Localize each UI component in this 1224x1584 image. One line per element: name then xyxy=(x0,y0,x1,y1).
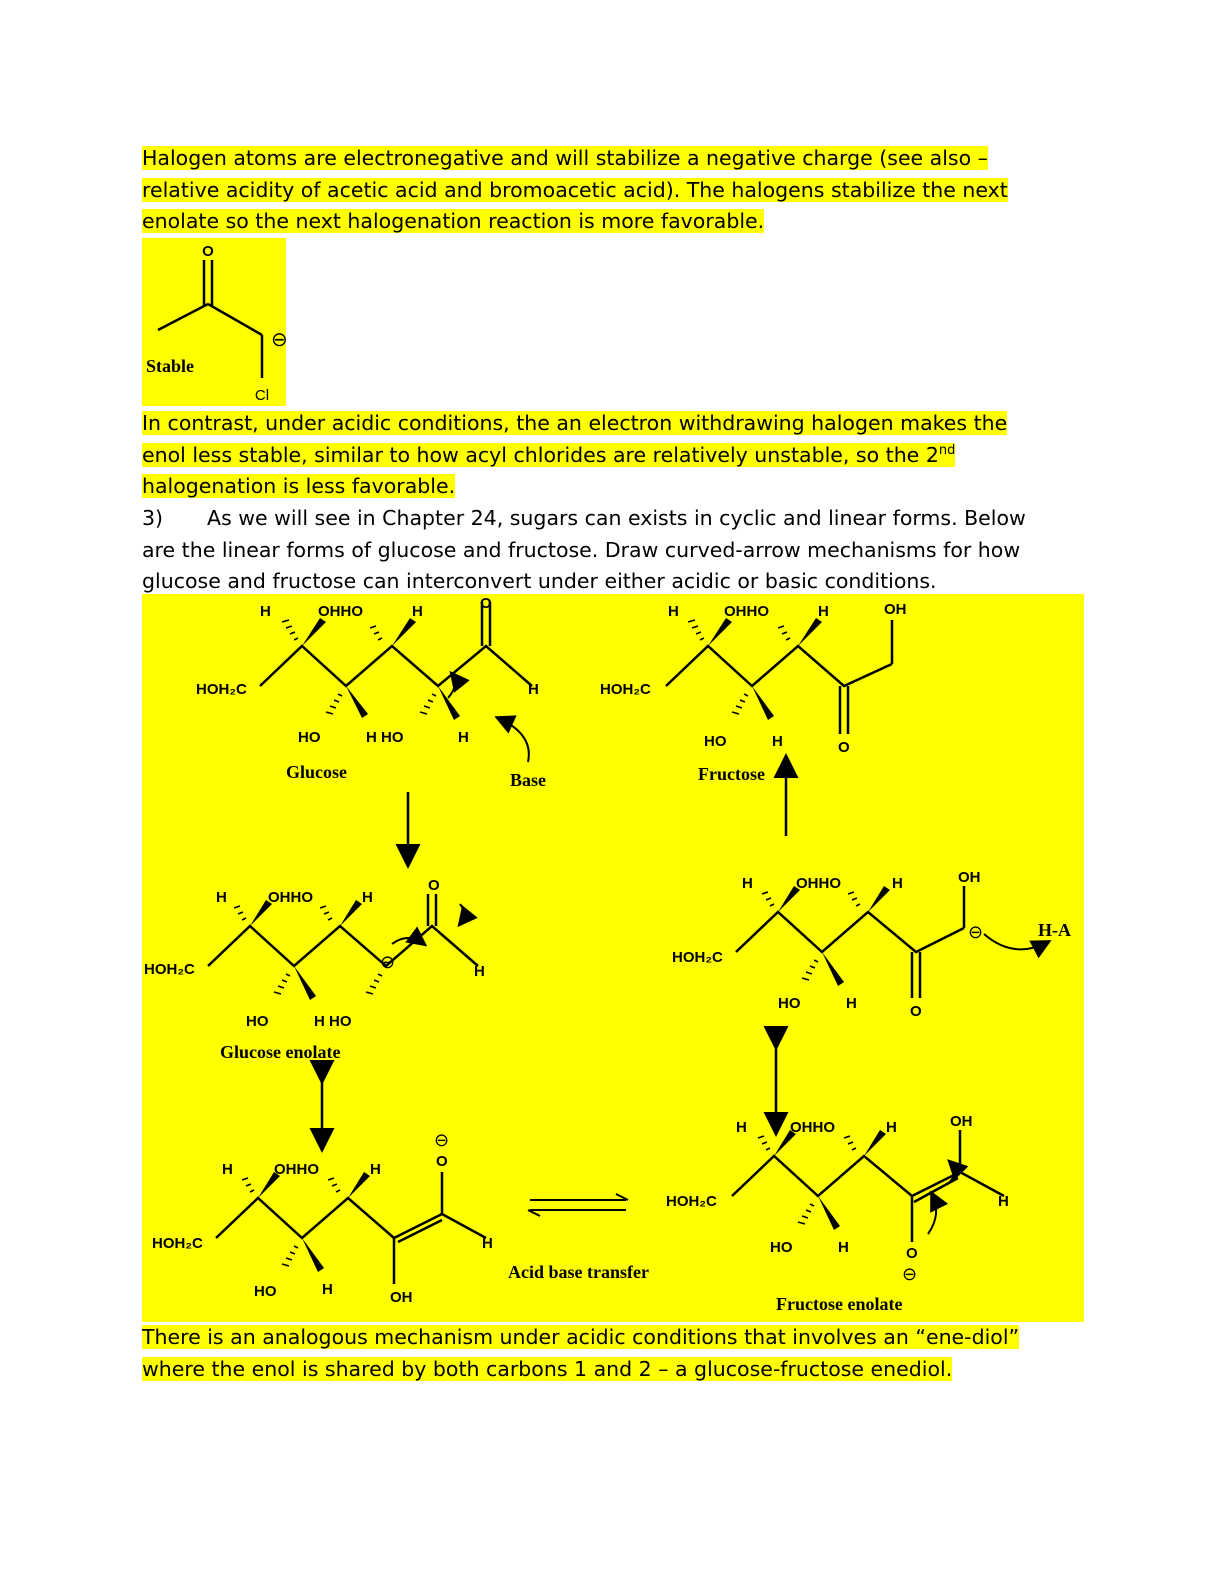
atom-label: H xyxy=(474,963,485,980)
atom-label: H xyxy=(846,995,857,1012)
glucose-enolate-structure xyxy=(144,877,485,1062)
stable-label: Stable xyxy=(146,356,195,376)
atom-label: H xyxy=(482,1235,493,1252)
ha-label: H-A xyxy=(1038,920,1071,940)
atom-label: HOH₂C xyxy=(144,961,195,978)
equilibrium-arrows xyxy=(528,1194,628,1216)
text-line: halogenation is less favorable. xyxy=(142,474,456,498)
atom-label: H xyxy=(222,1161,233,1178)
atom-label: HO xyxy=(778,995,801,1012)
atom-label: HO xyxy=(254,1283,277,1300)
negative-charge-icon: ⊖ xyxy=(271,329,288,351)
atom-label: HO xyxy=(770,1239,793,1256)
question-number: 3) xyxy=(142,506,164,530)
glucose-fructose-mechanism-figure xyxy=(142,594,1084,1322)
atom-label: H xyxy=(892,875,903,892)
oxygen-atom: O xyxy=(202,243,214,260)
superscript: nd xyxy=(938,442,956,458)
text-line: As we will see in Chapter 24, sugars can exists in cyclic and linear forms. Below xyxy=(207,506,1026,530)
atom-label: HOH₂C xyxy=(666,1193,717,1210)
atom-label: O xyxy=(428,877,440,894)
text-line: are the linear forms of glucose and fructose. Draw curved-arrow mechanisms for how xyxy=(142,537,1021,562)
paragraph-enediol xyxy=(142,1322,1019,1385)
atom-label: OH xyxy=(950,1113,973,1130)
atom-label: OH xyxy=(958,869,981,886)
atom-label: H xyxy=(322,1281,333,1298)
atom-label: H HO xyxy=(314,1013,352,1030)
base-label: Base xyxy=(510,770,546,790)
atom-label: OHHO xyxy=(318,603,363,620)
atom-label: H xyxy=(528,681,539,698)
fructose-enolate-carbanion-structure xyxy=(672,869,1071,1020)
text-line: enolate so the next halogenation reaction is more favorable. xyxy=(142,209,765,233)
negative-charge-icon: ⊖ xyxy=(380,952,396,972)
atom-label: O xyxy=(910,1003,922,1020)
atom-label: H xyxy=(818,603,829,620)
text-line xyxy=(142,443,955,467)
atom-label: H xyxy=(838,1239,849,1256)
paragraph-acidic-conditions xyxy=(142,408,1007,503)
text-line: In contrast, under acidic conditions, the an electron withdrawing halogen makes the xyxy=(142,411,1008,435)
atom-label: HO xyxy=(298,729,321,746)
atom-label: H xyxy=(260,603,271,620)
fructose-label: Fructose xyxy=(698,764,765,784)
atom-label: H HO xyxy=(366,729,404,746)
text-line: glucose and fructose can interconvert under either acidic or basic conditions. xyxy=(142,569,937,593)
curved-arrow xyxy=(498,718,529,762)
negative-charge-icon: ⊖ xyxy=(902,1264,918,1284)
atom-label: O xyxy=(838,739,850,756)
stable-enolate-structure xyxy=(142,238,286,406)
chlorine-atom: Cl xyxy=(254,387,270,404)
text-line: relative acidity of acetic acid and bromoacetic acid). The halogens stabilize the next xyxy=(142,177,1008,202)
atom-label: H xyxy=(412,603,423,620)
atom-label: O xyxy=(906,1245,918,1262)
atom-label: H xyxy=(370,1161,381,1178)
stable-enolate-figure xyxy=(142,238,286,406)
atom-label: OH xyxy=(390,1289,413,1306)
atom-label: OHHO xyxy=(724,603,769,620)
text-line: where the enol is shared by both carbons 1 and 2 – a glucose-fructose enediol. xyxy=(142,1356,953,1381)
atom-label: H xyxy=(668,603,679,620)
atom-label: H xyxy=(216,889,227,906)
atom-label: HOH₂C xyxy=(152,1235,203,1252)
atom-label: OHHO xyxy=(796,875,841,892)
fructose-enolate-label: Fructose enolate xyxy=(776,1294,903,1314)
negative-charge-icon: ⊖ xyxy=(968,922,984,942)
atom-label: HO xyxy=(246,1013,269,1030)
atom-label: OHHO xyxy=(268,889,313,906)
paragraph-halogen-stabilization xyxy=(142,143,1008,238)
atom-label: H xyxy=(742,875,753,892)
glucose-enediolate-structure xyxy=(152,1130,493,1306)
atom-label: HOH₂C xyxy=(600,681,651,698)
atom-label: OH xyxy=(884,601,907,618)
atom-label: O xyxy=(436,1153,448,1170)
atom-label: HOH₂C xyxy=(196,681,247,698)
atom-label: H xyxy=(772,733,783,750)
atom-label: H xyxy=(998,1193,1009,1210)
atom-label: HOH₂C xyxy=(672,949,723,966)
atom-label: H xyxy=(458,729,469,746)
mechanism-diagram xyxy=(142,594,1084,1322)
negative-charge-icon: ⊖ xyxy=(434,1130,450,1150)
text-line: Halogen atoms are electronegative and will stabilize a negative charge (see also – xyxy=(142,146,988,170)
atom-label: HO xyxy=(704,733,727,750)
acid-base-transfer-label: Acid base transfer xyxy=(508,1262,649,1282)
fructose-enolate-structure xyxy=(666,1113,1009,1314)
glucose-label: Glucose xyxy=(286,762,347,782)
atom-label: OHHO xyxy=(790,1119,835,1136)
atom-label: OHHO xyxy=(274,1161,319,1178)
atom-label: H xyxy=(736,1119,747,1136)
atom-label: H xyxy=(362,889,373,906)
glucose-structure xyxy=(196,595,539,782)
glucose-enolate-label: Glucose enolate xyxy=(220,1042,341,1062)
atom-label: H xyxy=(886,1119,897,1136)
text-line: There is an analogous mechanism under acidic conditions that involves an “ene-diol” xyxy=(142,1325,1020,1349)
atom-label: O xyxy=(480,595,492,612)
text-segment: enol less stable, similar to how acyl chlorides are relatively unstable, so the 2 xyxy=(142,442,939,467)
fructose-structure xyxy=(600,601,907,784)
question-3 xyxy=(142,503,1026,598)
